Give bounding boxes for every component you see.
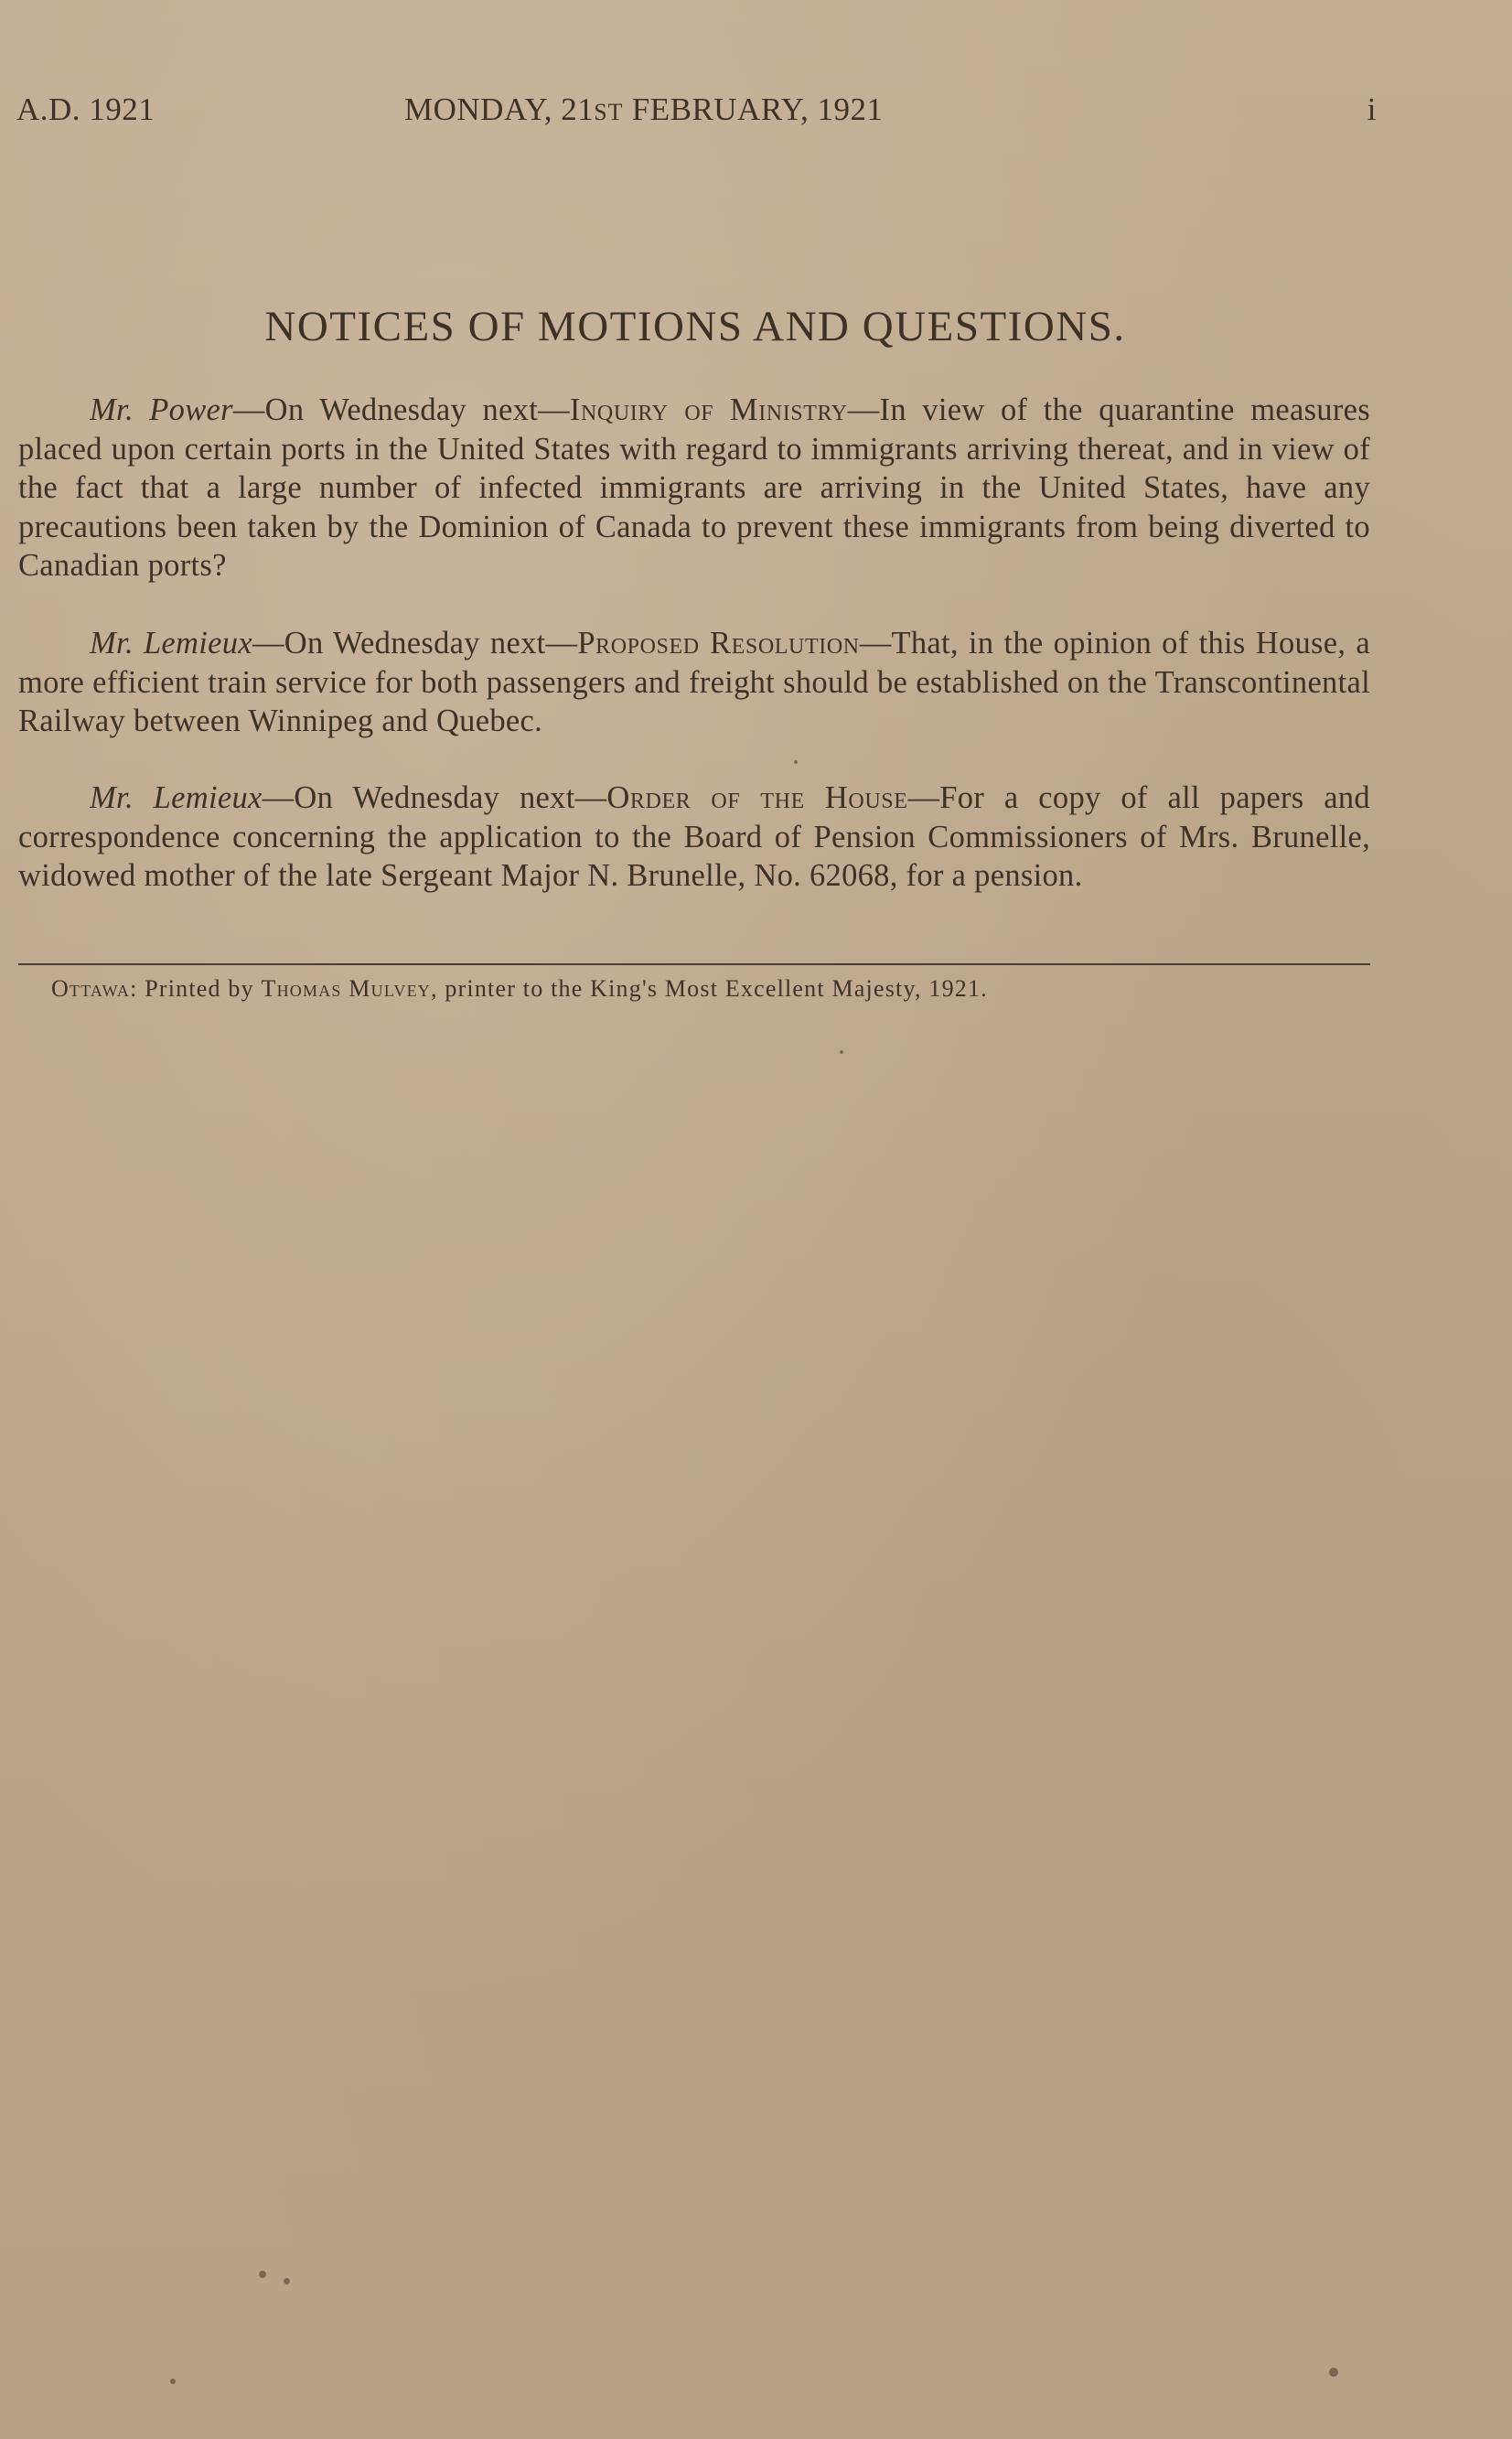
- notice-topic: Order of the House: [606, 780, 908, 815]
- date-ordinal: ST: [594, 99, 624, 125]
- notice-timing: —On Wednesday next—: [262, 780, 607, 815]
- running-head-year: A.D. 1921: [16, 91, 155, 127]
- imprint-place: Ottawa: [51, 975, 131, 1002]
- running-head-date: [404, 91, 884, 128]
- paper-speck: [259, 2271, 266, 2278]
- paper-speck: [840, 1050, 843, 1054]
- notice-timing: —On Wednesday next—: [232, 392, 570, 427]
- imprint-text-b: , printer to the King's Most Excellent Majesty, 1921.: [430, 975, 988, 1002]
- notice-body: —That, in the opinion of this House, a more efficient train service for both passengers and freight should be established on the Transcontinental Railway between Winnipeg and Quebec.: [18, 626, 1370, 738]
- notice-topic: Inquiry of Ministry: [569, 392, 848, 427]
- page-title: NOTICES OF MOTIONS AND QUESTIONS.: [264, 303, 1126, 350]
- notice-lemieux-order: [18, 779, 1370, 896]
- notice-timing: —On Wednesday next—: [252, 626, 578, 661]
- imprint-text-a: : Printed by: [130, 975, 262, 1002]
- notice-member: Mr. Lemieux: [90, 626, 252, 661]
- notice-topic: Proposed Resolution: [577, 626, 860, 661]
- page-number: i: [1367, 91, 1377, 127]
- footer-rule: [18, 963, 1370, 965]
- paper-speck: [794, 760, 798, 764]
- paper-speck: [170, 2379, 176, 2384]
- notice-member: Mr. Power: [90, 392, 233, 427]
- notice-lemieux-resolution: [18, 624, 1370, 741]
- date-month-year: FEBRUARY, 1921: [623, 91, 884, 127]
- notice-power-inquiry: [18, 391, 1370, 586]
- notice-member: Mr. Lemieux: [90, 780, 263, 815]
- paper-speck: [284, 2278, 290, 2284]
- imprint-printer: Thomas Mulvey: [261, 975, 431, 1002]
- notice-body: —For a copy of all papers and correspondence concerning the application to the Board of Pension Commissioners of Mrs. Brunelle, widowed mother of the late Sergeant Major N. Brunelle, No. 62068, for a pension.: [18, 780, 1370, 893]
- paper-speck: [1329, 2368, 1338, 2377]
- running-head: [16, 91, 1377, 137]
- date-day: MONDAY, 21: [404, 91, 595, 127]
- notice-body: —In view of the quarantine measures placed upon certain ports in the United States with regard to immigrants arriving thereat, and in view of the fact that a large number of infected immigrants are arriving in the United States, have any precautions been taken by the Dominion of Canada to prevent these immigrants from being diverted to Canadian ports?: [18, 392, 1370, 583]
- printer-imprint: [51, 975, 1368, 1003]
